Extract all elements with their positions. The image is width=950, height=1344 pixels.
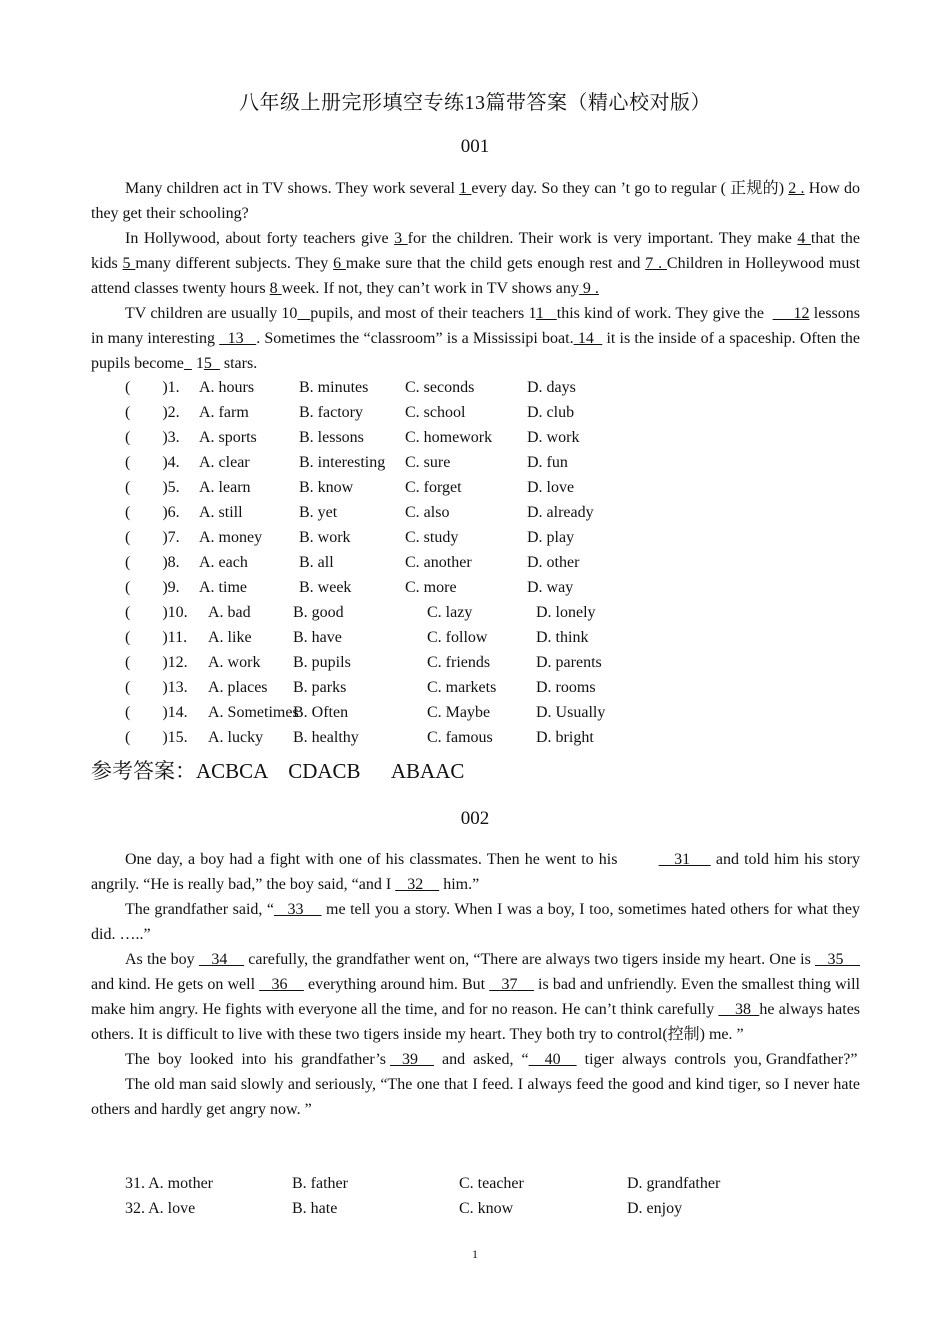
blank: 1 <box>459 180 472 197</box>
blank: 36 <box>259 976 304 993</box>
passage-2-paragraph-3: As the boy 34 carefully, the grandfather went on, “There are always two tigers inside my heart. One is 35 and kind. He gets on well 36 everything around him. But 37 is bad and unfriendly. Even the smallest thing will make him angry. He fights with everyone all the time, and for no reason. He can’t think carefully 38 he always hates others. It is difficult to live with these two tigers inside my heart. They both try to control(控制) me. ” <box>91 951 861 1043</box>
passage-2-paragraph-4: The boy looked into his grandfather’s 39 and asked, “ 40 tiger always controls you, Grandfather?” <box>125 1051 858 1068</box>
answer-key: 参考答案：ACBCA CDACB ABAAC <box>91 759 465 783</box>
question-row <box>125 425 865 450</box>
question-option: C. homework <box>405 429 493 446</box>
question-option: A. lucky <box>208 729 264 746</box>
question-option: C. forget <box>405 479 462 496</box>
blank: 2 . <box>788 180 805 197</box>
blank: _12 <box>772 305 810 322</box>
passage-1-paragraph-2: In Hollywood, about forty teachers give 3 for the children. Their work is very important. They make 4 that the kids 5 many different subjects. They 6 make sure that the child gets enough rest and 7 . Children in Holleywood must attend classes twenty hours 8 week. If not, they can’t work in TV shows any 9 . <box>91 230 861 297</box>
question-option: A. sports <box>199 429 257 446</box>
question-number: ( )3. <box>125 429 180 446</box>
blank: 35 <box>814 951 861 968</box>
question-number: ( )14. <box>125 704 188 721</box>
question-number: ( )10. <box>125 604 188 621</box>
question-number: ( )9. <box>125 579 180 596</box>
question-row <box>125 500 865 525</box>
question-row <box>125 650 865 675</box>
blank <box>297 305 310 322</box>
question-row <box>125 700 865 725</box>
blank: 38 <box>718 1001 760 1018</box>
passage-2 <box>91 847 860 1122</box>
blank: 40 <box>528 1051 577 1068</box>
question-option: C. also <box>405 504 450 521</box>
question-option: B. healthy <box>293 729 359 746</box>
question-option: B. work <box>299 529 351 546</box>
question-option: C. sure <box>405 454 451 471</box>
blank: 1 <box>535 305 557 322</box>
question-row <box>125 525 865 550</box>
question-option: A. money <box>199 529 263 546</box>
question-option: A. places <box>208 679 268 696</box>
blank: 7 . <box>645 255 667 272</box>
question-option: D. parents <box>536 654 602 671</box>
question-number: ( )1. <box>125 379 180 396</box>
question-option: C. study <box>405 529 459 546</box>
question-number: ( )8. <box>125 554 180 571</box>
question-option: D. lonely <box>536 604 596 621</box>
blank: 9 . <box>578 280 599 297</box>
question-option: B. have <box>293 629 342 646</box>
question-option: C. seconds <box>405 379 475 396</box>
question-31: 31. A. mother B. father C. teacher D. grandfather <box>125 1175 721 1192</box>
question-number: ( )5. <box>125 479 180 496</box>
question-number: ( )15. <box>125 729 188 746</box>
question-row <box>125 450 865 475</box>
question-option: B. Often <box>293 704 349 721</box>
blank: 4 <box>797 230 811 247</box>
passage-1 <box>91 176 860 376</box>
question-option: C. markets <box>427 679 497 696</box>
question-option: A. hours <box>199 379 255 396</box>
question-option: D. think <box>536 629 589 646</box>
question-option: C. lazy <box>427 604 473 621</box>
blank: 5 <box>122 255 136 272</box>
question-option: A. farm <box>199 404 249 421</box>
question-option: C. friends <box>427 654 491 671</box>
question-option: D. club <box>527 404 575 421</box>
blank: 6 <box>333 255 346 272</box>
question-row <box>125 575 865 600</box>
question-option: D. work <box>527 429 580 446</box>
question-row <box>125 675 865 700</box>
question-number: ( )12. <box>125 654 188 671</box>
page-number: 1 <box>472 1247 478 1261</box>
passage-1-paragraph-1: Many children act in TV shows. They work several 1 every day. So they can ’t go to regular ( 正规的) 2 . How do they get their schooling? <box>91 180 861 222</box>
blank: 34 <box>198 951 245 968</box>
blank: 31 <box>658 851 711 868</box>
passage-2-paragraph-1: One day, a boy had a fight with one of his classmates. Then he went to his 31 and told him his story angrily. “He is really bad,” the boy said, “and I 32 him.” <box>91 851 861 893</box>
question-option: B. minutes <box>299 379 369 396</box>
question-row <box>125 400 865 425</box>
question-option: B. factory <box>299 404 363 421</box>
question-option: D. fun <box>527 454 568 471</box>
question-option: A. clear <box>199 454 250 471</box>
question-option: C. school <box>405 404 466 421</box>
question-option: A. bad <box>208 604 251 621</box>
question-number: ( )2. <box>125 404 180 421</box>
question-option: A. learn <box>199 479 251 496</box>
blank: 3 <box>394 230 408 247</box>
question-option: D. Usually <box>536 704 606 721</box>
question-option: C. Maybe <box>427 704 491 721</box>
question-row <box>125 475 865 500</box>
question-option: D. days <box>527 379 576 396</box>
question-option: B. pupils <box>293 654 351 671</box>
question-option: B. parks <box>293 679 347 696</box>
section-heading-001: 001 <box>460 136 490 157</box>
question-option: B. lessons <box>299 429 364 446</box>
question-number: ( )13. <box>125 679 188 696</box>
question-row <box>125 550 865 575</box>
passage-2-paragraph-5: The old man said slowly and seriously, “The one that I feed. I always feed the good and kind tiger, so I never hate others and hardly get angry now. ” <box>91 1076 860 1118</box>
question-row <box>125 375 865 400</box>
blank: 33 <box>274 901 322 918</box>
question-option: D. way <box>527 579 574 596</box>
blank <box>184 355 192 372</box>
question-option: B. good <box>293 604 344 621</box>
question-option: C. follow <box>427 629 488 646</box>
question-option: C. another <box>405 554 472 571</box>
passage-2-paragraph-2: The grandfather said, “ 33 me tell you a story. When I was a boy, I too, sometimes hated others for what they did. …..” <box>91 901 861 943</box>
question-row <box>125 725 865 750</box>
question-option: A. time <box>199 579 247 596</box>
question-number: ( )6. <box>125 504 180 521</box>
question-option: A. still <box>199 504 243 521</box>
question-option: D. love <box>527 479 575 496</box>
question-32: 32. A. love B. hate C. know D. enjoy <box>125 1200 683 1217</box>
question-row <box>125 600 865 625</box>
question-option: A. like <box>208 629 252 646</box>
question-option: B. know <box>299 479 354 496</box>
blank: 13 <box>219 330 257 347</box>
question-option: D. already <box>527 504 594 521</box>
blank: 5 <box>203 355 220 372</box>
passage-1-paragraph-3: TV children are usually 10 pupils, and most of their teachers 11 this kind of work. They give the _12 lessons in many interesting 13 . Sometimes the “classroom” is a Mississipi boat. 14 it is the inside of a spaceship. Often the pupils become 15 stars. <box>91 305 861 372</box>
question-row <box>125 625 865 650</box>
question-number: ( )7. <box>125 529 180 546</box>
question-option: B. interesting <box>299 454 386 471</box>
question-option: D. play <box>527 529 575 546</box>
blank: 32 <box>395 876 440 893</box>
question-number: ( )11. <box>125 629 188 646</box>
page-title: 八年级上册完形填空专练13篇带答案（精心校对版） <box>239 92 711 114</box>
question-option: A. work <box>208 654 261 671</box>
question-option: B. all <box>299 554 334 571</box>
question-option: C. more <box>405 579 457 596</box>
blank: 14 <box>573 330 603 347</box>
question-option: D. rooms <box>536 679 596 696</box>
question-number: ( )4. <box>125 454 180 471</box>
question-option: C. famous <box>427 729 493 746</box>
question-option: A. Sometimes <box>208 704 299 721</box>
question-option: D. bright <box>536 729 594 746</box>
question-option: B. yet <box>299 504 338 521</box>
blank: 8 <box>269 280 282 297</box>
blank: 37 <box>489 976 534 993</box>
question-option: A. each <box>199 554 248 571</box>
question-option: D. other <box>527 554 580 571</box>
section-heading-002: 002 <box>460 808 490 829</box>
question-option: B. week <box>299 579 352 596</box>
blank: 39 <box>389 1051 434 1068</box>
